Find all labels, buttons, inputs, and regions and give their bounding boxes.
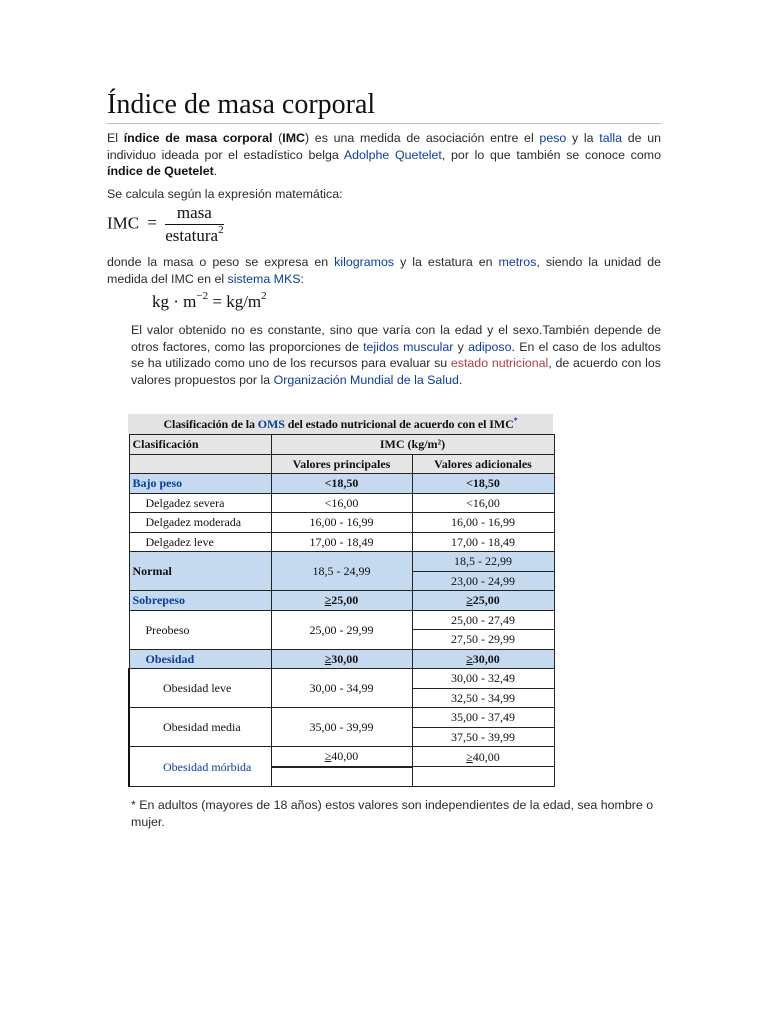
link-adolphe-quetelet[interactable]: Adolphe Quetelet [343, 147, 442, 162]
row-label-delgadez-severa: Delgadez severa [129, 493, 271, 513]
imc-classification-table [128, 414, 553, 787]
row-label-obesidad[interactable]: Obesidad [129, 649, 271, 669]
cell-value: 25,00 - 27,49 [412, 610, 554, 630]
row-label-sobrepeso[interactable]: Sobrepeso [129, 591, 271, 611]
link-talla[interactable]: talla [599, 131, 623, 145]
cell-empty [271, 767, 412, 787]
cell-value: 25,00 - 29,99 [271, 610, 412, 649]
cell-value: <18,50 [412, 474, 554, 494]
cell-value: <16,00 [412, 493, 554, 513]
table-row [129, 708, 554, 728]
caption-link-oms[interactable]: OMS [257, 417, 285, 431]
table-row [129, 552, 554, 572]
table-row [129, 493, 554, 513]
table-row [129, 747, 554, 767]
cell-value: 32,50 - 34,99 [412, 688, 554, 708]
link-metros[interactable]: metros [498, 255, 537, 269]
calc-text: Se calcula según la expresión matemática: [107, 187, 343, 201]
cell-value: 17,00 - 18,49 [412, 532, 554, 552]
header-adicionales: Valores adicionales [412, 454, 554, 474]
row-label-obesidad-media: Obesidad media [129, 708, 271, 747]
units-paragraph: donde la masa o peso se expresa en kilogramos y la estatura en metros, siendo la unidad de medida del IMC en el sistema MKS: [107, 255, 662, 286]
footnote: * En adultos (mayores de 18 años) estos valores son independientes de la edad, sea hombre o mujer. [131, 798, 654, 829]
table-subheader-row [129, 454, 554, 474]
table-row [129, 474, 554, 494]
page-title: Índice de masa corporal [107, 88, 661, 124]
header-imc: IMC (kg/m²) [271, 435, 554, 455]
cell-value: ≥25,00 [271, 591, 412, 611]
link-kilogramos[interactable]: kilogramos [334, 255, 395, 269]
header-principales: Valores principales [271, 454, 412, 474]
table-row [129, 513, 554, 533]
cell-value: <18,50 [271, 474, 412, 494]
formula-units: kg · $m^{-2} = kg/m^2$ [152, 290, 267, 311]
row-label-obesidad-leve: Obesidad leve [129, 669, 271, 708]
row-label-bajo-peso[interactable]: Bajo peso [129, 474, 271, 494]
value-paragraph: El valor obtenido no es constante, sino que varía con la edad y el sexo.También depende de otros factores, como las proporciones de tejidos muscular y adiposo. En el caso de los adultos se ha utilizado como uno de los recursos para evaluar su estado nutricional, de acuerdo con los valores propuestos por la Organización Mundial de la Salud. [131, 323, 661, 387]
cell-value: 16,00 - 16,99 [271, 513, 412, 533]
cell-value: 17,00 - 18,49 [271, 532, 412, 552]
table-row [129, 669, 554, 689]
link-sistema-mks[interactable]: sistema MKS [227, 271, 301, 286]
cell-value: 30,00 - 32,49 [412, 669, 554, 689]
cell-value: 27,50 - 29,99 [412, 630, 554, 650]
table-row [129, 649, 554, 669]
row-label-normal: Normal [129, 552, 271, 591]
link-estado-nutricional[interactable]: estado nutricional [450, 356, 549, 371]
table-row [129, 610, 554, 630]
cell-value: 18,5 - 24,99 [271, 552, 412, 591]
header-empty [129, 454, 271, 474]
cell-value: 16,00 - 16,99 [412, 513, 554, 533]
intro-paragraph: El índice de masa corporal (IMC) es una medida de asociación entre el peso y la talla de un individuo ideada por el estadístico belga Adolphe Quetelet, por lo que también se conoce como índice de Quetelet. [107, 131, 662, 179]
formula-numerator: masa [165, 203, 223, 225]
cell-value: 37,50 - 39,99 [412, 727, 554, 747]
formula-imc [107, 203, 224, 246]
header-clasificacion: Clasificación [129, 435, 271, 455]
link-oms[interactable]: Organización Mundial de la Salud [273, 372, 459, 387]
cell-value: ≥40,00 [412, 747, 554, 767]
cell-value: ≥25,00 [412, 591, 554, 611]
cell-value: 35,00 - 39,99 [271, 708, 412, 747]
row-label-delgadez-leve: Delgadez leve [129, 532, 271, 552]
row-label-preobeso: Preobeso [129, 610, 271, 649]
cell-empty [412, 767, 554, 787]
caption-note[interactable]: * [513, 416, 518, 425]
cell-value: 18,5 - 22,99 [412, 552, 554, 572]
row-label-delgadez-moderada: Delgadez moderada [129, 513, 271, 533]
table-caption: Clasificación de la OMS del estado nutricional de acuerdo con el IMC* [128, 414, 553, 434]
cell-value: 23,00 - 24,99 [412, 571, 554, 591]
link-peso[interactable]: peso [539, 131, 567, 145]
formula-denominator: estatura$^2$ [165, 224, 224, 245]
formula-lhs: IMC [107, 213, 140, 233]
table-row [129, 532, 554, 552]
link-tejidos-muscular[interactable]: tejidos muscular [363, 339, 454, 354]
formula-eq: = [147, 213, 157, 233]
cell-value: <16,00 [271, 493, 412, 513]
formula-fraction [165, 203, 223, 246]
cell-value: ≥40,00 [271, 747, 412, 767]
cell-value: ≥30,00 [412, 649, 554, 669]
cell-value: 30,00 - 34,99 [271, 669, 412, 708]
row-label-obesidad-morbida[interactable]: Obesidad mórbida [129, 747, 271, 787]
link-adiposo[interactable]: adiposo [468, 339, 512, 354]
cell-value: 35,00 - 37,49 [412, 708, 554, 728]
table-header-row [129, 435, 554, 455]
table-row [129, 591, 554, 611]
cell-value: ≥30,00 [271, 649, 412, 669]
